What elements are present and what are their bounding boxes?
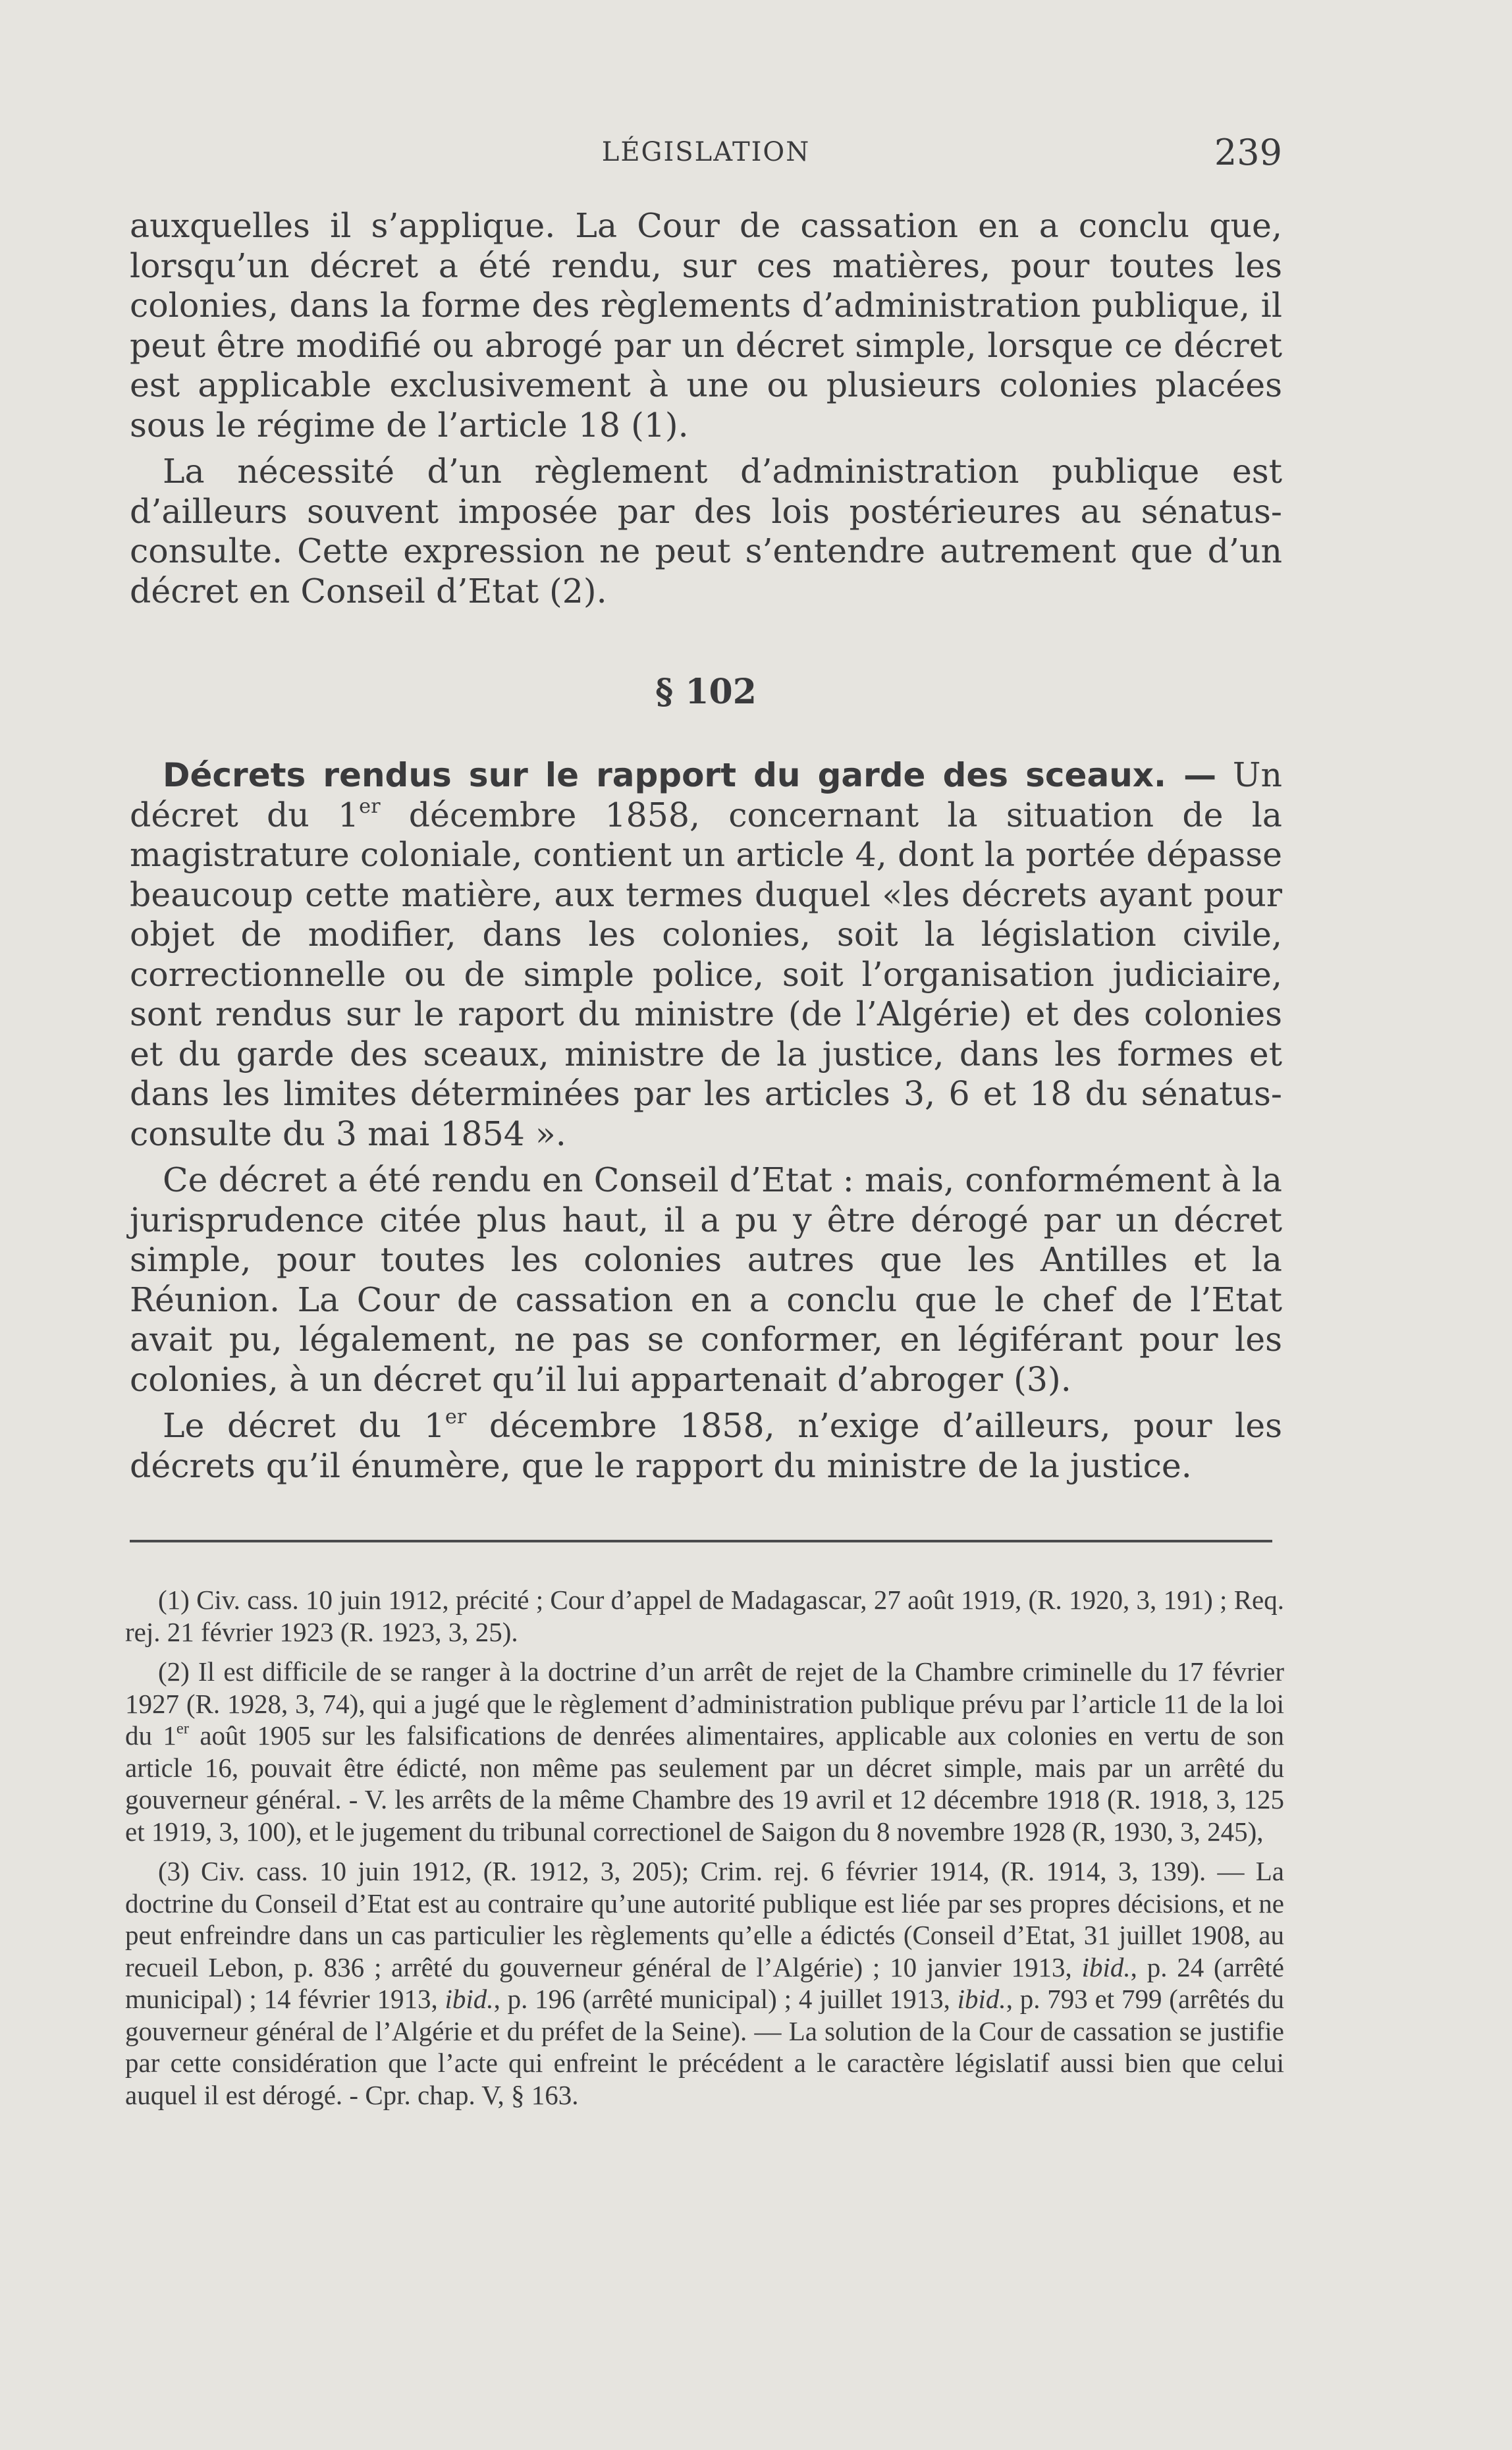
text-run: (3) Civ. cass. 10 juin 1912, (R. 1912, 3, 205); Crim. rej. 6 février 1914, (R. 1914, 3, 139). — La doctrine du Conseil d’Etat est au contraire qu’une autorité publique est liée par ses propres décisions, et ne peut enfreindre dans un cas particulier les règlements qu’elle a édictés (Conseil d’Etat, 31 juillet 1908, au recueil Lebon, p. 836 ; arrêté du gouverneur général de l’Algérie) ; 10 janvier 1913, [125,1856,1284,1982]
text-run: , p. 24 (arrêté municipal) ; 14 février 1913, [125,1951,1284,2014]
paragraph-continuation: auxquelles il s’applique. La Cour de cassation en a conclu que, lorsqu’un décret a été rendu, sur ces matières, pour toutes les colonies, dans la forme des règlements d’administration publique, il peut être modifié ou abrogé par un décret simple, lorsque ce décret est applicable exclusivement à une ou plusieurs colonies placées sous le régime de l’article 18 (1). [130,206,1282,445]
footnote-1: (1) Civ. cass. 10 juin 1912, précité ; Cour d’appel de Madagascar, 27 août 1919, (R. 1920, 3, 191) ; Req. rej. 21 février 1923 (R. 1923, 3, 25). [125,1585,1284,1647]
text-run: août 1905 sur les falsifications de denrées alimentaires, applicable aux colonies en vertu de son article 16, pouvait être édicté, non même pas seulement par un décret simple, mais par un arrêté du gouverneur général. - V. les arrêts de la même Chambre des 19 avril et 12 décembre 1918 (R. 1918, 3, 125 et 1919, 3, 100), et le jugement du tribunal correctionel de Saigon du 8 novembre 1928 (R, 1930, 3, 245), [125,1720,1284,1847]
ibid-italic: ibid. [1081,1951,1131,1982]
footnote-divider [130,1540,1272,1542]
superscript: er [359,794,381,818]
section-body [130,755,1282,1492]
text-run: décembre 1858, n’exige d’ailleurs, pour les décrets qu’il énumère, que le rapport du ministre de la justice. [130,1406,1282,1485]
text-run: décembre 1858, concernant la situation de la magistrature coloniale, contient un article 4, dont la portée dépasse beaucoup cette matière, aux termes duquel «les décrets ayant pour objet de modifier, dans les colonies, soit la législation civile, correctionnelle ou de simple police, soit l’organisation judiciaire, sont rendus sur le raport du ministre (de l’Algérie) et des colonies et du garde des sceaux, ministre de la justice, dans les formes et dans les limites déterminées par les articles 3, 6 et 18 du sénatus-consulte du 3 mai 1854 ». [130,795,1283,1153]
text-run: , p. 196 (arrêté municipal) ; 4 juillet 1913, [493,1984,958,2014]
footnote-3 [125,1855,1284,2111]
footnote-2 [125,1656,1284,1847]
text-run: Un décret du 1 [130,755,1282,834]
running-title: LÉGISLATION [601,137,811,167]
ibid-italic: ibid. [957,1984,1006,2014]
ibid-italic: ibid. [445,1984,494,2014]
section-number: § 102 [655,672,757,712]
superscript: er [176,1719,189,1737]
paragraph [130,1406,1282,1486]
main-text [130,206,1282,618]
paragraph: La nécessité d’un règlement d’administration publique est d’ailleurs souvent imposée par des lois postérieures au sénatus-consulte. Cette expression ne peut s’entendre autrement que d’un décret en Conseil d’Etat (2). [130,452,1282,611]
section-first-paragraph [130,755,1282,1154]
page-header [130,132,1282,178]
superscript: er [445,1405,467,1429]
text-run: Le décret du 1 [163,1406,445,1445]
section-heading: Décrets rendus sur le rapport du garde des sceaux. — [163,756,1217,794]
paragraph: Ce décret a été rendu en Conseil d’Etat : mais, conformément à la jurisprudence citée plus haut, il a pu y être dérogé par un décret simple, pour toutes les colonies autres que les Antilles et la Réunion. La Cour de cassation en a conclu que le chef de l’Etat avait pu, légalement, ne pas se conformer, en légiférant pour les colonies, à un décret qu’il lui appartenait d’abroger (3). [130,1160,1282,1399]
text-run: , p. 793 et 799 (arrêtés du gouverneur général de l’Algérie et du préfet de la Seine). — La solution de la Cour de cassation se justifie par cette considération que l’acte qui enfreint le précédent a le caractère législatif aussi bien que celui auquel il est dérogé. - Cpr. chap. V, § 163. [125,1984,1284,2110]
text-run: (2) Il est difficile de se ranger à la doctrine d’un arrêt de rejet de la Chambre criminelle du 17 février 1927 (R. 1928, 3, 74), qui a jugé que le règlement d’administration publique prévu par l’article 11 de la loi du 1 [125,1656,1284,1751]
footnotes [125,1584,1284,2119]
page-number: 239 [1214,132,1282,173]
